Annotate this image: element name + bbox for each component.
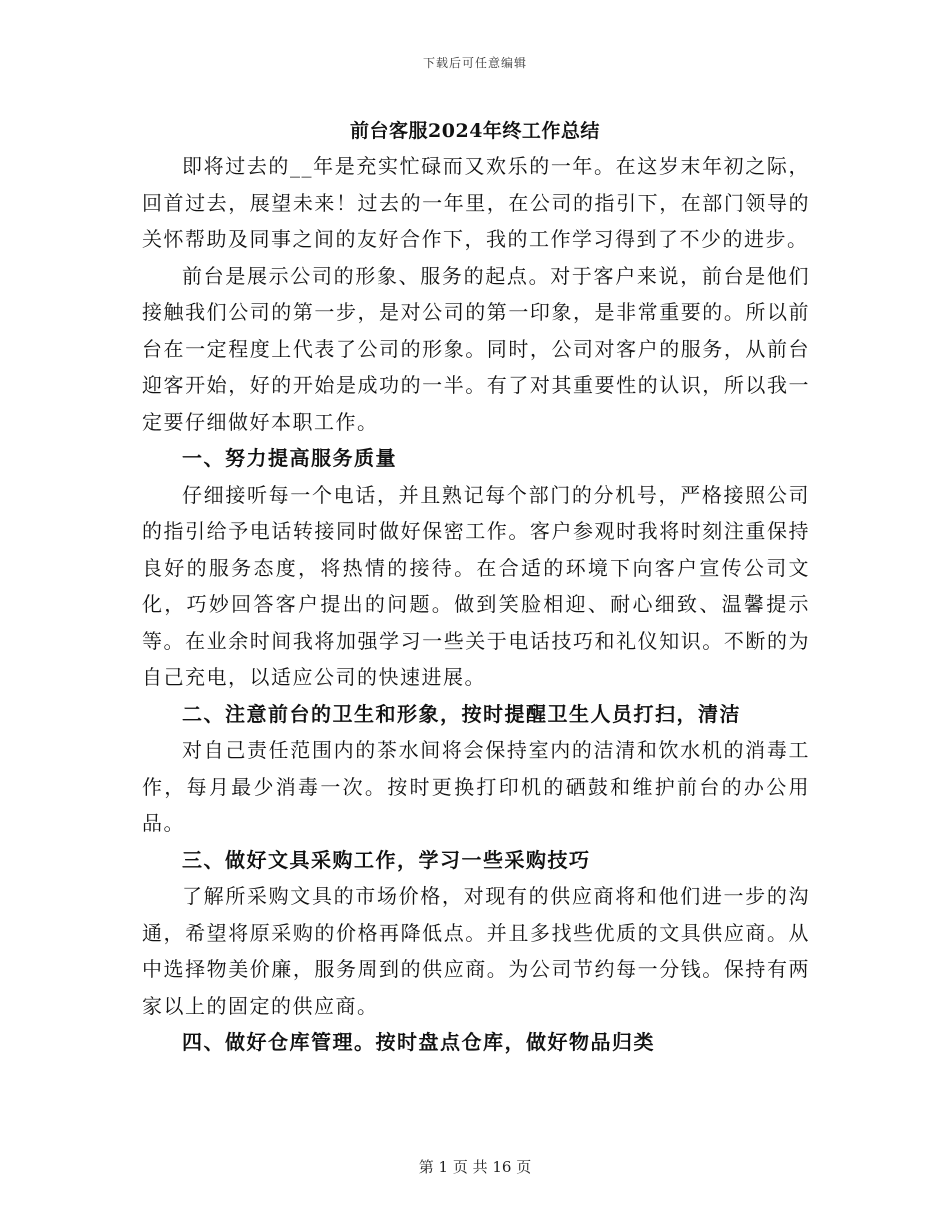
intro-paragraph: 即将过去的__年是充实忙碌而又欢乐的一年。在这岁末年初之际，回首过去，展望未来！过去的一年里，在公司的指引下，在部门领导的关怀帮助及同事之间的友好合作下，我的工作学习得到了不少的进步。 xyxy=(142,154,810,251)
document-title: 前台客服2024年终工作总结 xyxy=(350,120,600,142)
header-note: 下载后可任意编辑 xyxy=(422,56,527,70)
section-body-3: 了解所采购文具的市场价格，对现有的供应商将和他们进一步的沟通，希望将原采购的价格再降低点。并且多找些优质的文具供应商。从中选择物美价廉，服务周到的供应商。为公司节约每一分钱。保持有两家以上的固定的供应商。 xyxy=(142,884,810,1018)
section-heading-3: 三、做好文具采购工作，学习一些采购技巧 xyxy=(182,847,591,872)
section-heading-2: 二、注意前台的卫生和形象，按时提醒卫生人员打扫，清洁 xyxy=(182,701,741,726)
section-heading-1: 一、努力提高服务质量 xyxy=(182,446,397,470)
reception-role-paragraph: 前台是展示公司的形象、服务的起点。对于客户来说，前台是他们接触我们公司的第一步，是对公司的第一印象，是非常重要的。所以前台在一定程度上代表了公司的形象。同时，公司对客户的服务，从前台迎客开始，好的开始是成功的一半。有了对其重要性的认识，所以我一定要仔细做好本职工作。 xyxy=(142,263,810,434)
document-body xyxy=(142,148,810,1061)
section-body-2: 对自己责任范围内的茶水间将会保持室内的洁清和饮水机的消毒工作，每月最少消毒一次。按时更换打印机的硒鼓和维护前台的办公用品。 xyxy=(142,738,810,835)
page-number: 第 1 页 共 16 页 xyxy=(418,1158,532,1176)
section-body-1: 仔细接听每一个电话，并且熟记每个部门的分机号，严格接照公司的指引给予电话转接同时做好保密工作。客户参观时我将时刻注重保持良好的服务态度，将热情的接待。在合适的环境下向客户宣传公司文化，巧妙回答客户提出的问题。做到笑脸相迎、耐心细致、温馨提示等。在业余时间我将加强学习一些关于电话技巧和礼仪知识。不断的为自己充电，以适应公司的快速进展。 xyxy=(142,482,810,689)
section-heading-4: 四、做好仓库管理。按时盘点仓库，做好物品归类 xyxy=(182,1030,655,1054)
